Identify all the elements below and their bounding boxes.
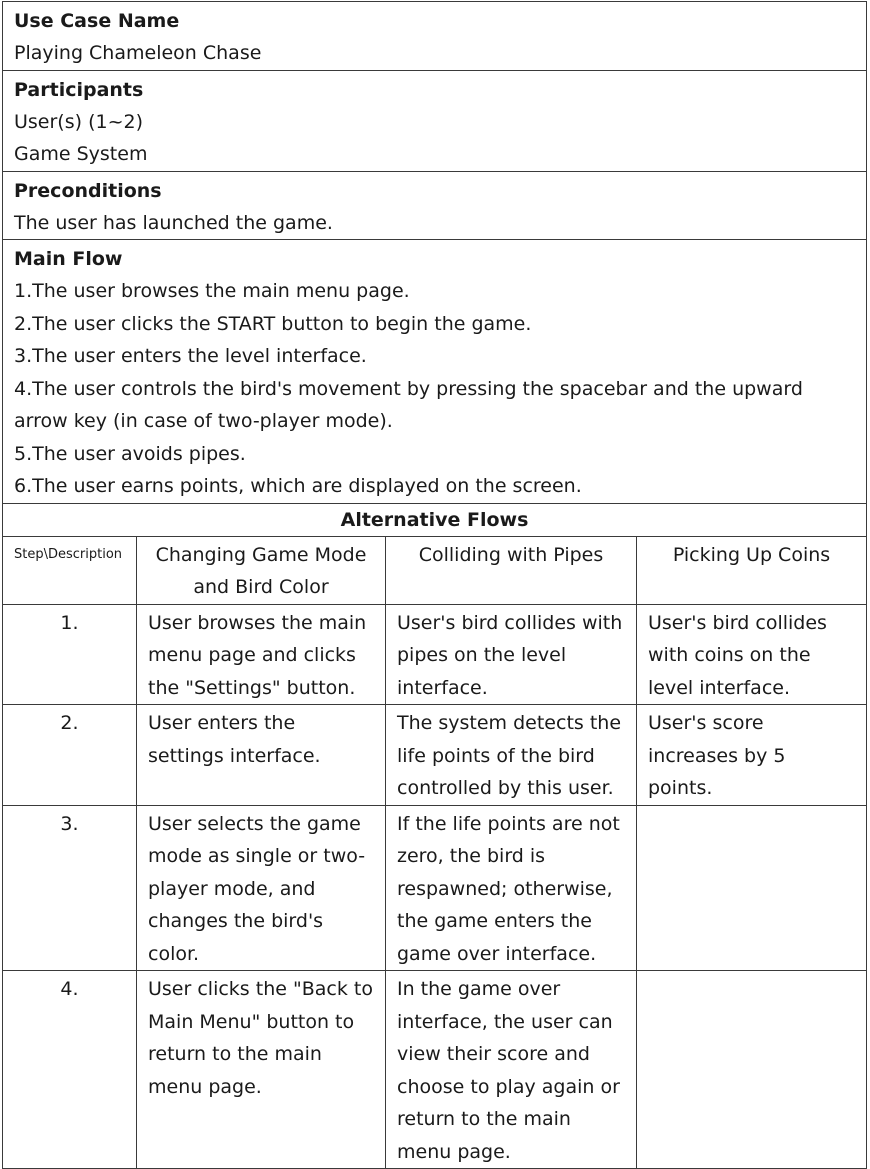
main-flow-step: 4.The user controls the bird's movement by pressing the spacebar and the upward arrow key (in case of two-player mode). [14, 377, 803, 432]
table-row [3, 705, 867, 806]
column-header-pipes: Colliding with Pipes [386, 536, 637, 604]
column-header-mode-color: Changing Game Mode and Bird Color [137, 536, 386, 604]
alternative-flows-title-row [3, 503, 867, 536]
main-flow-step: 6.The user earns points, which are displayed on the screen. [14, 475, 582, 497]
column-header-step: Step\Description [3, 536, 137, 604]
main-flow-step: 1.The user browses the main menu page. [14, 280, 410, 302]
coins-cell [637, 805, 867, 971]
main-flow-step: 5.The user avoids pipes. [14, 442, 246, 465]
table-row [3, 971, 867, 1169]
column-header-coins: Picking Up Coins [637, 536, 867, 604]
participant-item: Game System [14, 143, 148, 165]
preconditions-value: The user has launched the game. [14, 211, 333, 234]
coins-cell: User's bird collides with coins on the level interface. [637, 604, 867, 705]
main-flow-step: 2.The user clicks the START button to begin the game. [14, 312, 532, 335]
use-case-table [2, 1, 867, 1169]
coins-cell [637, 971, 867, 1169]
participants-heading: Participants [14, 78, 144, 101]
alternative-flows-header-row [3, 536, 867, 604]
pipes-cell: In the game over interface, the user can view their score and choose to play again or return to the main menu page. [386, 971, 637, 1169]
step-number: 3. [3, 805, 137, 971]
mode-color-cell: User clicks the "Back to Main Menu" button to return to the main menu page. [137, 971, 386, 1169]
use-case-name-section [3, 2, 867, 71]
step-number: 4. [3, 971, 137, 1169]
step-number: 2. [3, 705, 137, 806]
alternative-flows-table [3, 536, 867, 1169]
use-case-document [2, 1, 865, 1169]
preconditions-heading: Preconditions [14, 179, 162, 202]
pipes-cell: The system detects the life points of the bird controlled by this user. [386, 705, 637, 806]
pipes-cell: If the life points are not zero, the bird is respawned; otherwise, the game enters the game over interface. [386, 805, 637, 971]
participant-item: User(s) (1~2) [14, 110, 143, 133]
main-flow-section [3, 240, 867, 504]
coins-cell: User's score increases by 5 points. [637, 705, 867, 806]
participants-section [3, 70, 867, 171]
table-row [3, 805, 867, 971]
mode-color-cell: User enters the settings interface. [137, 705, 386, 806]
main-flow-heading: Main Flow [14, 248, 123, 270]
table-row [3, 604, 867, 705]
step-number: 1. [3, 604, 137, 705]
use-case-name-value: Playing Chameleon Chase [14, 42, 262, 64]
mode-color-cell: User browses the main menu page and clicks the "Settings" button. [137, 604, 386, 705]
main-flow-step: 3.The user enters the level interface. [14, 345, 367, 367]
pipes-cell: User's bird collides with pipes on the level interface. [386, 604, 637, 705]
preconditions-section [3, 171, 867, 240]
use-case-name-heading: Use Case Name [14, 10, 180, 32]
mode-color-cell: User selects the game mode as single or two-player mode, and changes the bird's color. [137, 805, 386, 971]
alternative-flows-heading: Alternative Flows [3, 503, 867, 536]
